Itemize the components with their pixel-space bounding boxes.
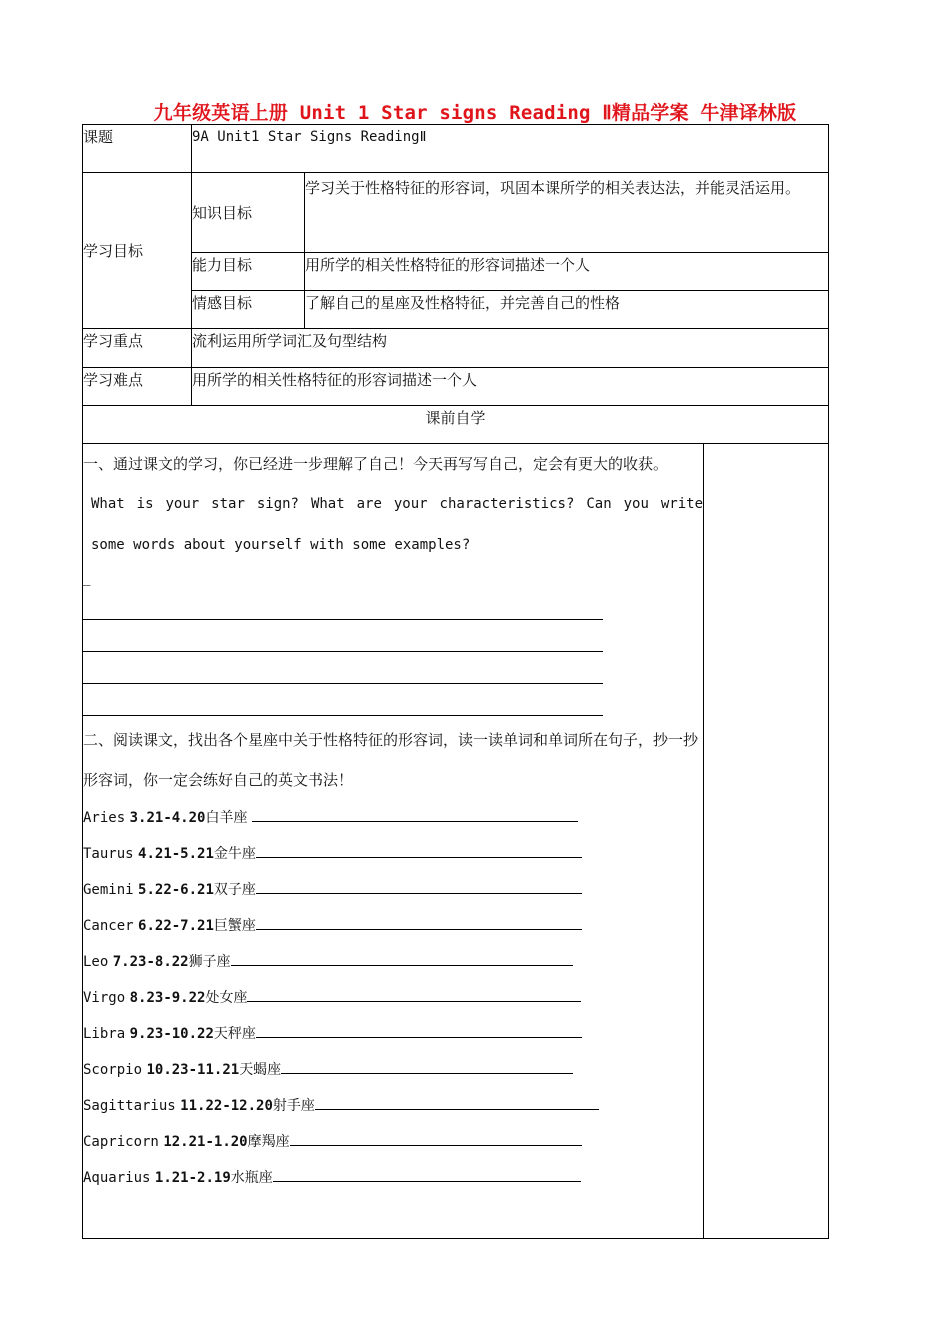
sign-dates: 1.21-2.19 [154,1170,231,1186]
document-title: 九年级英语上册 Unit 1 Star signs Reading Ⅱ精品学案 牛津译林版 [153,102,797,124]
sign-name: Aquarius [83,1170,151,1186]
answer-line[interactable] [256,915,582,930]
answer-line[interactable] [256,843,582,858]
sign-name: Virgo [83,990,126,1006]
answer-line[interactable] [256,1023,582,1038]
sign-name: Capricorn [83,1134,159,1150]
knowledge-objective-label: 知识目标 [192,173,305,253]
sign-dates: 5.22-6.21 [138,882,214,898]
sign-dates: 3.21-4.20 [129,810,206,826]
lesson-plan-table [82,124,829,1239]
section-title: 课前自学 [83,406,829,444]
sign-row-sagittarius [83,1088,703,1124]
sign-row-leo [83,944,703,980]
sign-dates: 9.23-10.22 [129,1026,214,1042]
key-points-label: 学习重点 [83,329,192,368]
emotion-objective-text: 了解自己的星座及性格特征，并完善自己的性格 [305,291,829,329]
writing-line[interactable] [83,684,603,716]
sign-name: Aries [83,810,126,826]
part1-dash: _ [83,568,91,586]
sign-cn: 射手座 [272,1098,315,1114]
self-study-content [83,444,704,1239]
objectives-label: 学习目标 [83,173,192,329]
part2-intro: 二、阅读课文，找出各个星座中关于性格特征的形容词，读一读单词和单词所在句子，抄一抄形容词，你一定会练好自己的英文书法！ [83,731,699,789]
sign-cn: 巨蟹座 [213,918,256,934]
sign-name: Sagittarius [83,1098,176,1114]
sign-row-aquarius [83,1160,703,1196]
sign-name: Gemini [83,882,134,898]
sign-dates: 6.22-7.21 [138,918,214,934]
sign-row-virgo [83,980,703,1016]
sign-cn: 水瓶座 [230,1170,273,1186]
emotion-objective-label: 情感目标 [192,291,305,329]
sign-cn: 摩羯座 [247,1134,290,1150]
answer-line[interactable] [231,951,573,966]
writing-line[interactable] [83,588,603,620]
sign-row-gemini [83,872,703,908]
sign-dates: 8.23-9.22 [129,990,206,1006]
answer-line[interactable] [256,879,582,894]
sign-cn: 金牛座 [213,846,256,862]
answer-line[interactable] [252,807,578,822]
writing-line[interactable] [83,620,603,652]
answer-line[interactable] [247,987,581,1002]
sign-row-scorpio [83,1052,703,1088]
ability-objective-label: 能力目标 [192,253,305,291]
sign-cn: 狮子座 [188,954,231,970]
knowledge-objective-text: 学习关于性格特征的形容词，巩固本课所学的相关表达法，并能灵活运用。 [305,173,829,253]
sign-dates: 11.22-12.20 [180,1098,273,1114]
sign-cn: 天秤座 [213,1026,256,1042]
sign-name: Taurus [83,846,134,862]
sign-dates: 7.23-8.22 [112,954,189,970]
difficulties-label: 学习难点 [83,368,192,406]
answer-line[interactable] [273,1167,581,1182]
sign-cn: 处女座 [205,990,248,1006]
sign-name: Cancer [83,918,134,934]
sign-row-capricorn [83,1124,703,1160]
sign-cn: 双子座 [213,882,256,898]
sign-row-cancer [83,908,703,944]
answer-line[interactable] [290,1131,582,1146]
topic-value: 9A Unit1 Star Signs ReadingⅡ [192,125,829,173]
sign-dates: 4.21-5.21 [138,846,214,862]
sign-row-libra [83,1016,703,1052]
answer-line[interactable] [315,1095,599,1110]
ability-objective-text: 用所学的相关性格特征的形容词描述一个人 [305,253,829,291]
sign-name: Libra [83,1026,126,1042]
sign-row-aries [83,800,703,836]
sign-cn: 白羊座 [205,810,248,826]
notes-column[interactable] [704,444,829,1239]
topic-label: 课题 [83,125,192,173]
part1-question: What is your star sign? What are your characteristics? Can you write some words about yourself with some examples? [91,496,703,553]
sign-dates: 12.21-1.20 [163,1134,248,1150]
difficulties-text: 用所学的相关性格特征的形容词描述一个人 [192,368,829,406]
answer-line[interactable] [281,1059,573,1074]
key-points-text: 流利运用所学词汇及句型结构 [192,329,829,368]
writing-line[interactable] [83,652,603,684]
sign-name: Scorpio [83,1062,143,1078]
sign-name: Leo [83,954,109,970]
sign-row-taurus [83,836,703,872]
sign-dates: 10.23-11.21 [146,1062,240,1078]
sign-cn: 天蝎座 [239,1062,282,1078]
part1-intro: 一、通过课文的学习，你已经进一步理解了自己！今天再写写自己，定会有更大的收获。 [83,455,669,473]
